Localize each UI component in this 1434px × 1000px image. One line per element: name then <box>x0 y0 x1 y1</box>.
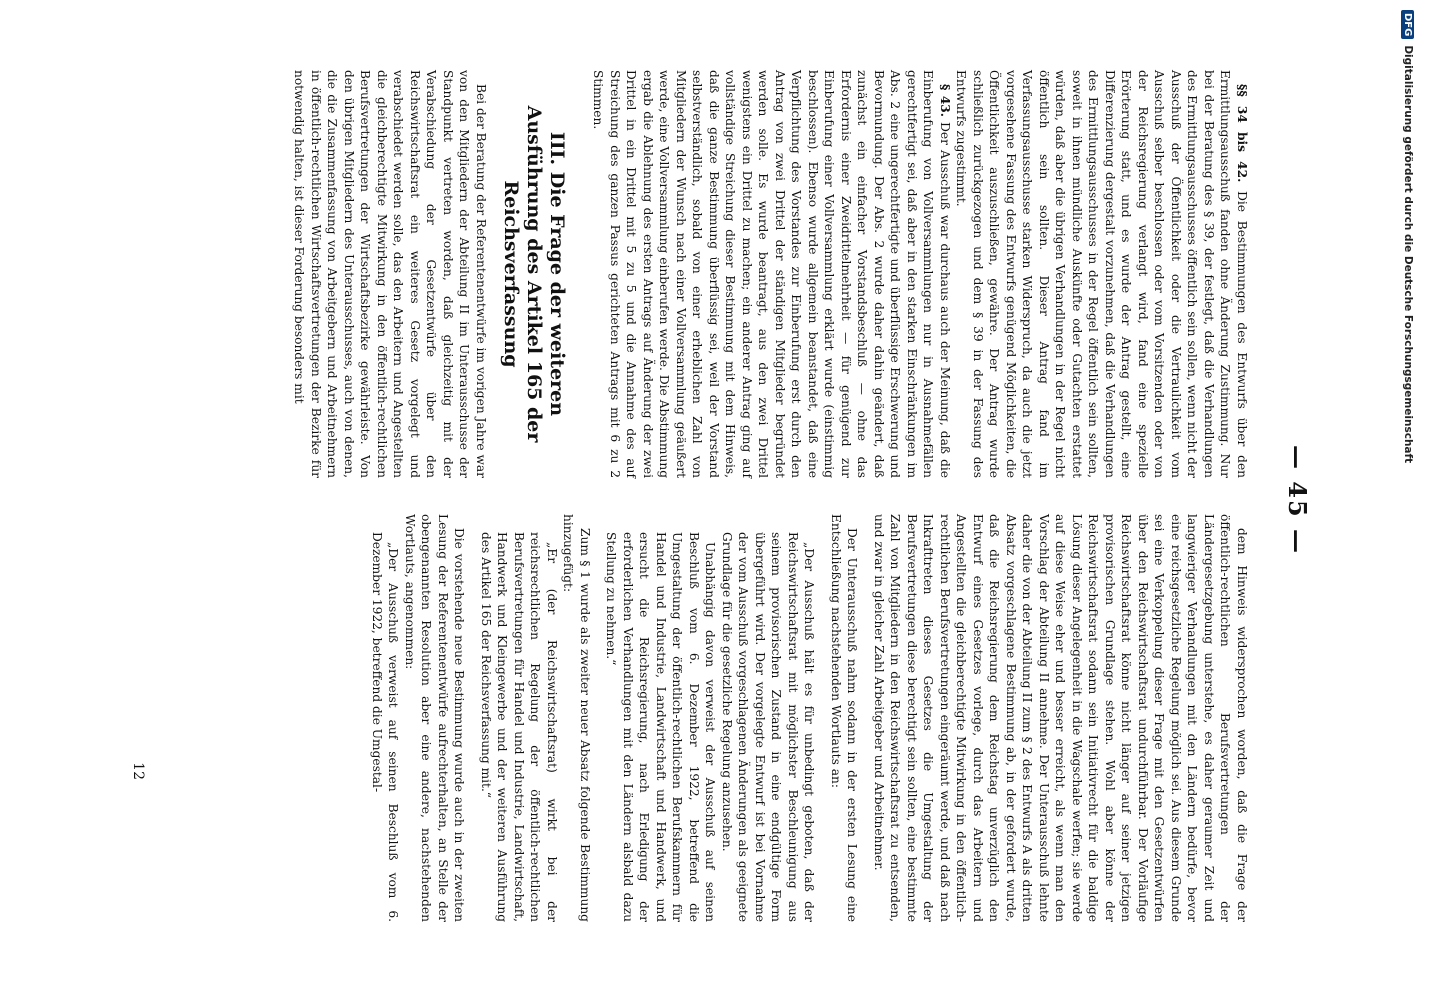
quoted-resolution: Unabhängig davon verweist der Ausschuß auf seinen Beschluß vom 6. Dezember 1922, betreffend die Umgestaltung der öffentlich-rechtlichen Berufskammern für Handel und Industrie, Landwirtschaft und Handwerk, und ersucht die Reichsregierung, nach Erledigung der erforderlichen Verhandlungen mit den Ländern alsbald dazu Stellung zu nehmen.“ <box>604 532 718 922</box>
paragraph-text: Die vorstehende neue Bestimmung wurde auch in der zweiten Lesung der Referentenentwürfe aufrechterhalten, an Stelle der obengenannten Resolution aber eine andere, nachstehenden Wortlauts, angenommen: <box>403 514 467 922</box>
footer-number: 12 <box>130 762 146 780</box>
quoted-resolution: „Der Ausschuß hält es für unbedingt geboten, daß der Reichswirtschaftsrat mit möglichster Beschleunigung aus seinem provisorischen Zustand in eine endgültige Form übergeführt wird. Der vorgelegte Entwurf ist bei Vornahme der vom Ausschuß vorgeschlagenen Änderungen als geeignete Grundlage für die gesetzliche Regelung anzusehen. <box>720 532 817 922</box>
dfg-logo: DFG <box>1402 10 1415 39</box>
paragraph-text: dem Hinweis widersprochen worden, daß die Frage der öffentlich-rechtlichen Berufsvertretungen der Ländergesetzgebung unterstehe, es daher geraumer Zeit und langwieriger Verhandlungen mit den Ländern bedürfe, bevor eine reichsgesetzliche Regelung möglich sei. Aus diesem Grunde sei eine Verkoppelung dieser Frage mit den Gesetzentwürfen über den Reichswirtschaftsrat undurchführbar. Der Vorläufige Reichswirtschaftsrat könne nicht länger auf seiner jetzigen provisorischen Grundlage stehen. Wohl aber könne der Reichswirtschaftsrat sodann sein Initiativrecht für die baldige Lösung dieser Angelegenheit in die Wagschale werfen; sie werde auf diese Weise eher und besser erreicht, als wenn man den Vorschlag der Abteilung II annehme. Der Unterausschuß lehnte daher die von der Abteilung II zum § 2 des Entwurfs A als dritten Absatz vorgeschlagene Bestimmung ab, in der gefordert wurde, daß die Reichsregierung dem Reichstag unverzüglich den Entwurf eines Gesetzes vorlege, durch das Arbeitern und Angestellten die gleichberechtigte Mitwirkung in den öffentlich-rechtlichen Berufsvertretungen eingeräumt werde, und daß nach Inkrafttreten dieses Gesetzes die Umgestaltung der Berufsvertretungen diese berechtigt sein sollten, eine bestimmte Zahl von Mitgliedern in den Reichswirtschaftsrat zu entsenden, und zwar in gleicher Zahl Arbeitgeber und Arbeitnehmer. <box>872 514 1249 922</box>
document-page <box>90 70 1320 930</box>
paragraph-sections-34-42 <box>953 70 1250 478</box>
section-label: §§ 34 bis 42. <box>1235 84 1249 183</box>
paragraph-text: Zum § 1 wurde als zweiter neuer Absatz folgende Bestimmung hinzugefügt: <box>561 514 592 922</box>
digitization-strip <box>1396 10 1420 910</box>
left-column <box>291 70 1250 478</box>
paragraph-text: Die Bestimmungen des Entwurfs über den Ermittlungsausschuß fanden ohne Änderung Zustimmung. Nur bei der Beratung des § 39, der festlegt, daß die Verhandlungen des Ermittlungsausschusses öffentlich sein sollen, wenn nicht der Ausschuß der Öffentlichkeit oder die Vertraulichkeit vom Ausschuß selber beschlossen oder vom Vorsitzenden oder von der Reichsregierung verlangt wird, fand eine spezielle Erörterung statt, und es wurde der Antrag gestellt, eine Differenzierung dergestalt vorzunehmen, daß die Verhandlungen des Ermittlungsausschusses in der Regel öffentlich sein sollten, soweit in ihnen mündliche Auskünfte oder Gutachten erstattet würden, daß aber die übrigen Verhandlungen in der Regel nicht öffentlich sein sollten. Dieser Antrag fand im Verfassungsausschusse starken Widerspruch, da auch die jetzt vorgesehene Fassung des Entwurfs genügend Möglichkeiten, die Öffentlichkeit auszuschließen, gewähre. Der Antrag wurde schließlich zurückgezogen und dem § 39 in der Fassung des Entwurfs zugestimmt. <box>954 70 1249 479</box>
section-label: § 43. <box>938 84 952 118</box>
digitization-note: Digitalisierung gefördert durch die Deutsche Forschungsgemeinschaft <box>1402 45 1414 464</box>
right-column <box>369 514 1251 922</box>
quoted-provision: „Er (der Reichswirtschaftsrat) wirkt bei der reichsrechtlichen Regelung der öffentlich-rechtlichen Berufsvertretungen für Handel und Industrie, Landwirtschaft, Handwerk und Kleingewerbe und der weiteren Ausführung des Artikel 165 der Reichsverfassung mit.“ <box>479 532 559 922</box>
quoted-resolution: „Der Ausschuß verweist auf seinen Beschluß vom 6. Dezember 1922, betreffend die Umgestal- <box>370 532 401 922</box>
section-heading: III. Die Frage der weiteren Ausführung des Artikel 165 der Reichsverfassung <box>500 105 568 443</box>
paragraph-text: Bei der Beratung der Referentenentwürfe im vorigen Jahre war von den Mitgliedern der Abteilung II im Unterausschusse der Standpunkt vertreten worden, daß gleichzeitig mit der Verabschiedung der Gesetzentwürfe über den Reichswirtschaftsrat ein weiteres Gesetz vorgelegt und verabschiedet werden solle, das den Arbeitern und Angestellten die gleichberechtigte Mitwirkung in den öffentlich-rechtlichen Berufsvertretungen der Wirtschaftsbezirke gewährleiste. Von den übrigen Mitgliedern des Unterausschusses, auch von denen, die die Zusammenfassung von Arbeitgebern und Arbeitnehmern in öffentlich-rechtlichen Wirtschaftsvertretungen der Bezirke für notwendig halten, ist dieser Forderung besonders mit <box>292 70 488 478</box>
paragraph-text: Der Unterausschuß nahm sodann in der ersten Lesung eine Entschließung nachstehenden Wortlauts an: <box>829 514 860 922</box>
page-number: — 45 — <box>1283 444 1312 556</box>
paragraph-section-43 <box>590 70 953 478</box>
digitization-margin <box>1390 10 1430 990</box>
paragraph-text: Der Ausschuß war durchaus auch der Meinung, daß die Einberufung von Vollversammlungen nur in Ausnahmefällen gerechtfertigt sei, daß aber in den starken Einschränkungen im Abs. 2 eine ungerechtfertigte und überflüssige Erschwerung und Bevormundung. Der Abs. 2 wurde daher dahin geändert, daß zunächst ein einfacher Vorstandsbeschluß — ohne das Erfordernis einer Zweidrittelmehrheit — für genügend zur Einberufung einer Vollversammlung erklärt wurde (einstimmig beschlossen). Ebenso wurde allgemein beanstandet, daß eine Verpflichtung des Vorstandes zur Einberufung erst durch den Antrag von zwei Drittel der ständigen Mitglieder begründet werden solle. Es wurde beantragt, aus den zwei Drittel wenigstens ein Drittel zu machen; ein anderer Antrag ging auf vollständige Streichung dieser Bestimmung mit dem Hinweis, daß die ganze Bestimmung überflüssig sei, weil der Vorstand selbstverständlich, sobald von einer erheblichen Zahl von Mitgliedern der Wunsch nach einer Vollversammlung geäußert werde, eine Vollversammlung einberufen werde. Die Abstimmung ergab die Ablehnung des ersten Antrags auf Änderung der zwei Drittel in ein Drittel mit 5 zu 5 und die Annahme des auf Streichung des ganzen Passus gerichteten Antrags mit 6 zu 2 Stimmen. <box>591 70 952 478</box>
